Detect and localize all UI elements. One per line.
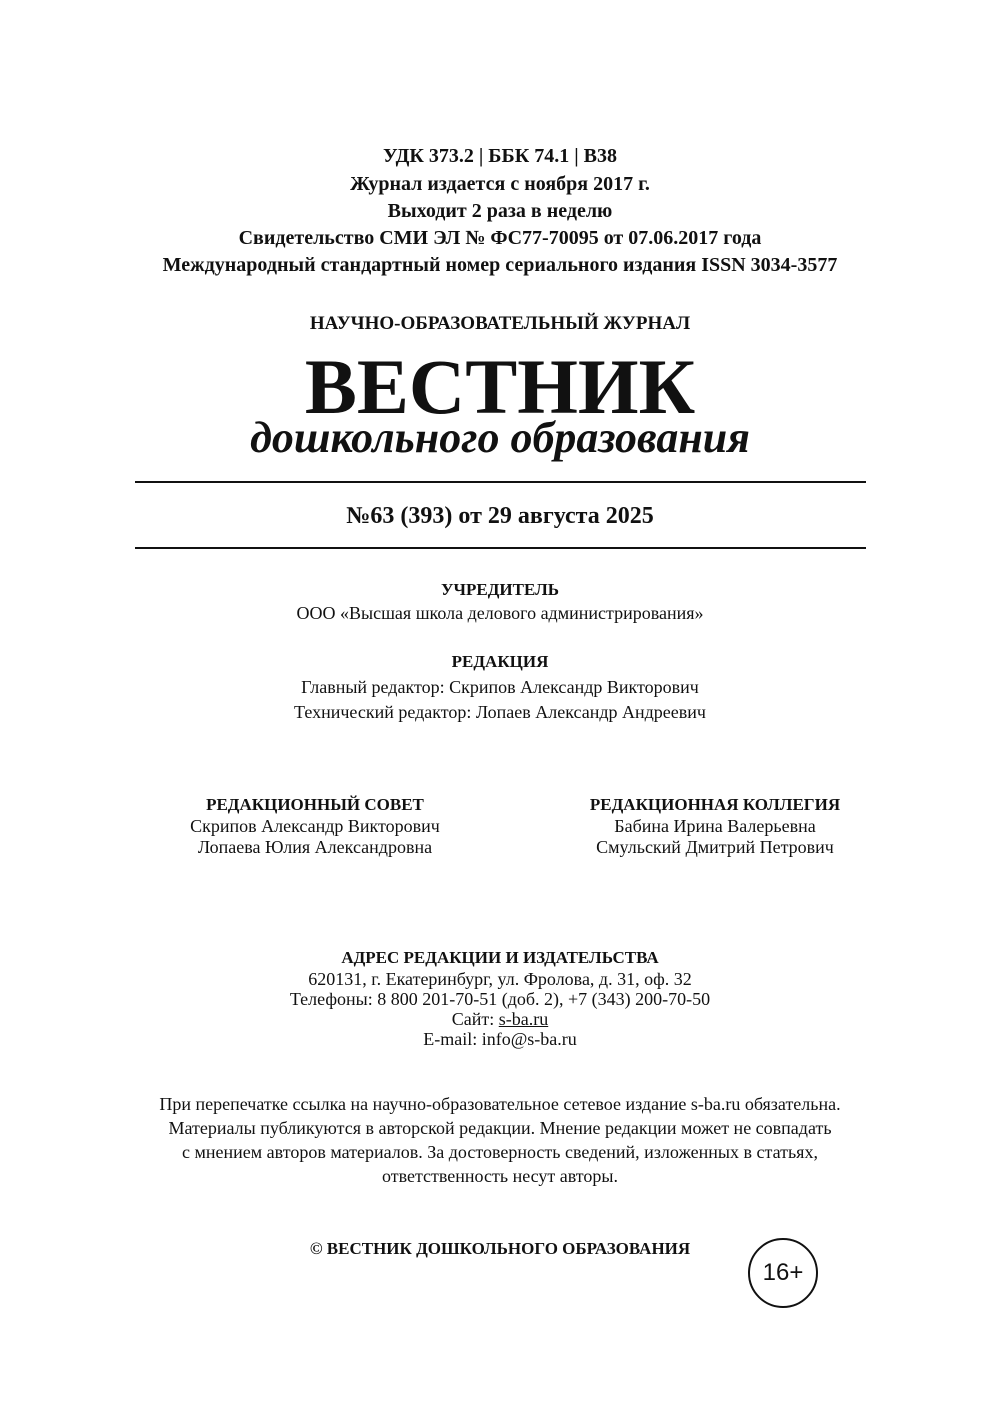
site-link[interactable]: s-ba.ru xyxy=(498,1009,549,1029)
journal-subtitle: дошкольного образования xyxy=(250,413,750,462)
founder-name: ООО «Высшая школа делового администрирования» xyxy=(296,603,704,623)
editorial-heading: РЕДАКЦИЯ xyxy=(451,652,549,671)
site-label: Сайт: xyxy=(451,1009,495,1029)
site-line xyxy=(0,1010,1000,1028)
top-rule xyxy=(135,481,866,483)
council-member: Лопаева Юлия Александровна xyxy=(197,837,433,857)
postal-address: 620131, г. Екатеринбург, ул. Фролова, д. 31, оф. 32 xyxy=(308,969,692,989)
technical-editor: Технический редактор: Лопаев Александр Андреевич xyxy=(294,702,706,722)
notice-line: ответственность несут авторы. xyxy=(381,1166,619,1186)
udc-line: УДК 373.2 | ББК 74.1 | В38 xyxy=(382,145,617,167)
registration-line: Свидетельство СМИ ЭЛ № ФС77-70095 от 07.06.2017 года xyxy=(238,227,762,249)
published-since-line: Журнал издается с ноября 2017 г. xyxy=(350,173,650,195)
phones: Телефоны: 8 800 201-70-51 (доб. 2), +7 (343) 200-70-50 xyxy=(289,989,711,1009)
notice-line: Материалы публикуются в авторской редакции. Мнение редакции может не совпадать xyxy=(168,1118,832,1138)
founder-heading: УЧРЕДИТЕЛЬ xyxy=(441,580,559,599)
chief-editor: Главный редактор: Скрипов Александр Викторович xyxy=(301,677,699,697)
age-rating-badge: 16+ xyxy=(748,1238,818,1308)
issn-line: Международный стандартный номер сериального издания ISSN 3034-3577 xyxy=(162,254,838,276)
frequency-line: Выходит 2 раза в неделю xyxy=(387,200,613,222)
address-heading: АДРЕС РЕДАКЦИИ И ИЗДАТЕЛЬСТВА xyxy=(341,948,659,967)
notice-line: При перепечатке ссылка на научно-образовательное сетевое издание s-ba.ru обязательна. xyxy=(159,1094,841,1114)
council-member: Скрипов Александр Викторович xyxy=(190,816,440,836)
journal-title: ВЕСТНИК xyxy=(304,343,696,430)
board-heading: РЕДАКЦИОННАЯ КОЛЛЕГИЯ xyxy=(589,795,841,814)
board-member: Смульский Дмитрий Петрович xyxy=(596,837,834,857)
notice-line: с мнением авторов материалов. За достоверность сведений, изложенных в статьях, xyxy=(182,1142,818,1162)
board-member: Бабина Ирина Валерьевна xyxy=(614,816,816,836)
issue-number: №63 (393) от 29 августа 2025 xyxy=(346,503,654,529)
journal-kicker: НАУЧНО-ОБРАЗОВАТЕЛЬНЫЙ ЖУРНАЛ xyxy=(309,313,691,334)
copyright: © ВЕСТНИК ДОШКОЛЬНОГО ОБРАЗОВАНИЯ xyxy=(309,1239,691,1258)
council-heading: РЕДАКЦИОННЫЙ СОВЕТ xyxy=(206,795,424,814)
email: E-mail: info@s-ba.ru xyxy=(423,1029,577,1049)
bottom-rule xyxy=(135,547,866,549)
